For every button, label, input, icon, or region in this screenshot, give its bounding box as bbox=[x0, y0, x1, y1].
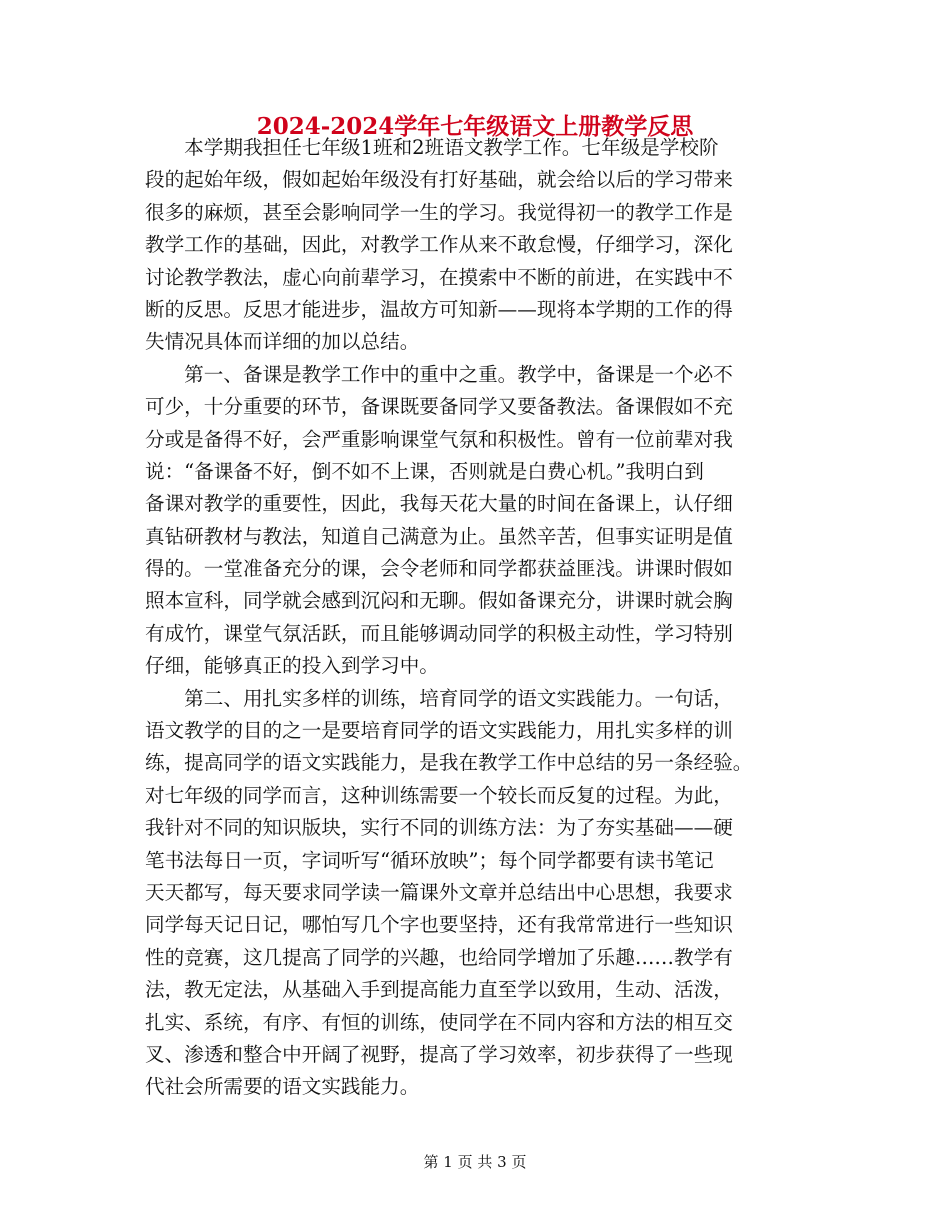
body-line: 说：“备课备不好，倒不如不上课，否则就是白费心机。”我明白到 bbox=[145, 459, 704, 483]
body-line: 语文教学的目的之一是要培育同学的语文实践能力，用扎实多样的训 bbox=[145, 719, 733, 743]
body-line: 笔书法每日一页，字词听写“循环放映”；每个同学都要有读书笔记 bbox=[145, 848, 714, 872]
body-line: 仔细，能够真正的投入到学习中。 bbox=[145, 654, 439, 678]
body-line: 失情况具体而详细的加以总结。 bbox=[145, 330, 420, 354]
body-line: 练，提高同学的语文实践能力，是我在教学工作中总结的另一条经验。 bbox=[145, 751, 753, 775]
body-line: 很多的麻烦，甚至会影响同学一生的学习。我觉得初一的教学工作是 bbox=[145, 200, 733, 224]
body-line: 真钻研教材与教法，知道自己满意为止。虽然辛苦，但事实证明是值 bbox=[145, 524, 733, 548]
body-line: 对七年级的同学而言，这种训练需要一个较长而反复的过程。为此， bbox=[145, 783, 733, 807]
body-line: 性的竞赛，这几提高了同学的兴趣，也给同学增加了乐趣……教学有 bbox=[145, 945, 733, 969]
body-line: 本学期我担任七年级1班和2班语文教学工作。七年级是学校阶 bbox=[145, 136, 719, 159]
body-line: 法，教无定法，从基础入手到提高能力直至学以致用，生动、活泼， bbox=[145, 978, 733, 1002]
page-footer: 第 1 页 共 3 页 bbox=[423, 1153, 527, 1171]
body-line: 天天都写，每天要求同学读一篇课外文章并总结出中心思想，我要求 bbox=[145, 880, 733, 904]
body-line: 备课对教学的重要性，因此，我每天花大量的时间在备课上，认仔细 bbox=[145, 492, 733, 516]
body-line: 可少，十分重要的环节，备课既要备同学又要备教法。备课假如不充 bbox=[145, 395, 733, 419]
body-line: 第二、用扎实多样的训练，培育同学的语文实践能力。一句话， bbox=[145, 686, 733, 710]
body-line: 讨论教学教法，虚心向前辈学习，在摸索中不断的前进，在实践中不 bbox=[145, 265, 733, 289]
body-line: 扎实、系统，有序、有恒的训练，使同学在不同内容和方法的相互交 bbox=[145, 1010, 733, 1034]
body-line: 代社会所需要的语文实践能力。 bbox=[145, 1075, 420, 1099]
document-title: 2024-2024学年七年级语文上册教学反思 bbox=[256, 113, 694, 140]
body-line: 教学工作的基础，因此，对教学工作从来不敢怠慢，仔细学习，深化 bbox=[145, 233, 733, 257]
body-line: 分或是备得不好，会严重影响课堂气氛和积极性。曾有一位前辈对我 bbox=[145, 427, 733, 451]
body-line: 照本宣科，同学就会感到沉闷和无聊。假如备课充分，讲课时就会胸 bbox=[145, 589, 733, 613]
body-line: 第一、备课是教学工作中的重中之重。教学中，备课是一个必不 bbox=[145, 362, 733, 386]
body-line: 我针对不同的知识版块，实行不同的训练方法：为了夯实基础——硬 bbox=[145, 816, 733, 840]
document-body bbox=[145, 132, 805, 1104]
body-line: 同学每天记日记，哪怕写几个字也要坚持，还有我常常进行一些知识 bbox=[145, 913, 733, 937]
body-line: 有成竹，课堂气氛活跃，而且能够调动同学的积极主动性，学习特别 bbox=[145, 621, 733, 645]
body-line: 段的起始年级，假如起始年级没有打好基础，就会给以后的学习带来 bbox=[145, 168, 733, 192]
body-line: 得的。一堂准备充分的课，会令老师和同学都获益匪浅。讲课时假如 bbox=[145, 557, 733, 581]
body-line: 断的反思。反思才能进步，温故方可知新——现将本学期的工作的得 bbox=[145, 297, 733, 321]
body-line: 叉、渗透和整合中开阔了视野，提高了学习效率，初步获得了一些现 bbox=[145, 1042, 733, 1066]
